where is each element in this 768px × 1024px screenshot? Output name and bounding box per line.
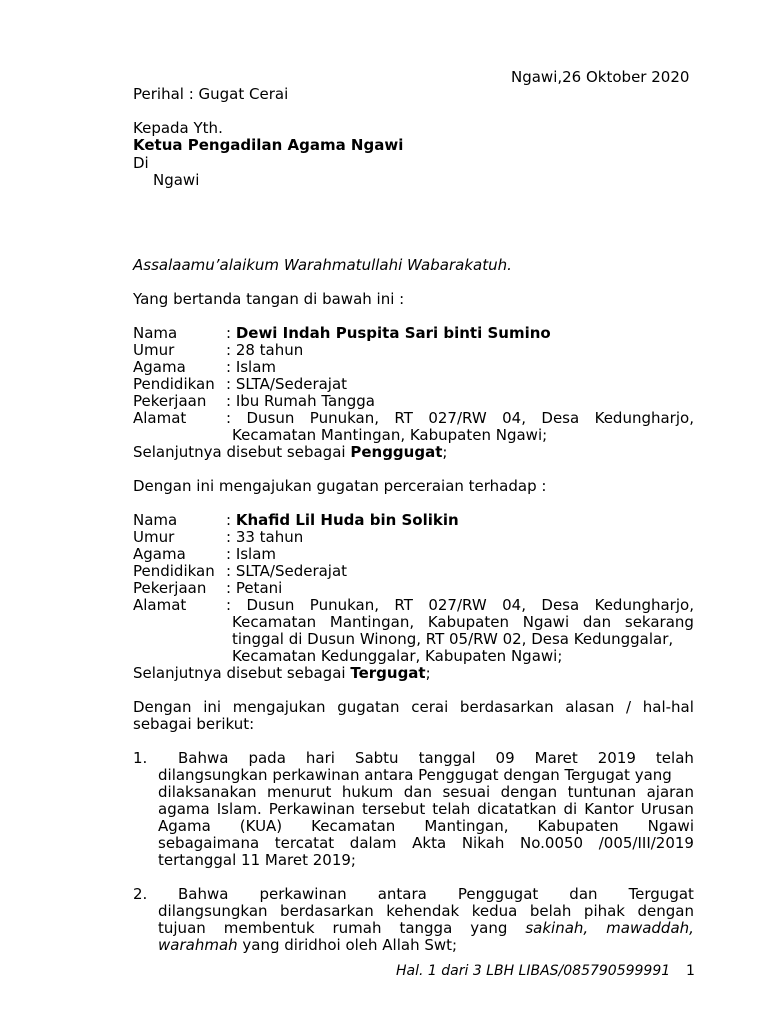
word: Maret (534, 749, 578, 767)
word: Mantingan, (329, 613, 415, 631)
designation-prefix: Selanjutnya disebut sebagai (133, 664, 351, 682)
defendant-label-name: Nama (133, 511, 178, 529)
word: berdasarkan (280, 902, 374, 920)
plaintiff-label-education: Pendidikan (133, 375, 215, 393)
line-rest: yang diridhoi oleh Allah Swt; (237, 936, 458, 954)
word: tercatat (274, 834, 335, 852)
plaintiff-job: : Ibu Rumah Tangga (226, 392, 375, 410)
item-2-line4 (158, 937, 457, 954)
footer-text: Hal. 1 dari 3 LBH LIBAS/085790599991 (396, 963, 671, 979)
word: kehendak (386, 902, 460, 920)
plaintiff-education: : SLTA/Sederajat (226, 375, 348, 393)
word: hal-hal (642, 698, 694, 716)
word: Kedungharjo, (594, 409, 694, 427)
word: ajaran (646, 783, 694, 801)
word: yang (470, 919, 508, 937)
defendant-label-job: Pekerjaan (133, 579, 207, 597)
designation-term: Penggugat (350, 443, 443, 461)
word: sesuai (442, 783, 491, 801)
word: Ngawi (647, 817, 694, 835)
intro-line: Yang bertanda tangan di bawah ini : (133, 290, 405, 308)
item-2-line3 (158, 920, 694, 937)
word: dan (582, 613, 612, 631)
recipient-salutation: Kepada Yth. (133, 119, 223, 137)
word: dalam (349, 834, 397, 852)
word: Nikah (461, 834, 505, 852)
letter-subject: Perihal : Gugat Cerai (133, 85, 289, 103)
word: dilangsungkan (158, 902, 268, 920)
item-2-line2 (158, 903, 694, 920)
word: di (563, 800, 578, 818)
italic-term: warahmah (158, 936, 238, 954)
word: Perkawinan (268, 800, 355, 818)
against-line: Dengan ini mengajukan gugatan perceraian terhadap : (133, 477, 547, 495)
letter-date: Ngawi,26 Oktober 2020 (511, 68, 690, 86)
item-1-line4 (158, 801, 694, 818)
recipient-name: Ketua Pengadilan Agama Ngawi (133, 136, 404, 154)
word: tuntunan (567, 783, 637, 801)
word: telah (655, 749, 694, 767)
word: tersebut (361, 800, 426, 818)
word: mawaddah, (606, 919, 694, 937)
word: dan (403, 783, 432, 801)
word: alasan (565, 698, 615, 716)
greeting: Assalaamu’alaikum Warahmatullahi Wabarakatuh. (133, 256, 512, 274)
designation-prefix: Selanjutnya disebut sebagai (133, 443, 351, 461)
plaintiff-label-address: Alamat (133, 409, 187, 427)
defendant-label-education: Pendidikan (133, 562, 215, 580)
defendant-address-line3: tinggal di Dusun Winong, RT 05/RW 02, Desa Kedunggalar, (232, 630, 674, 648)
word: Kecamatan (311, 817, 396, 835)
word: / (626, 698, 632, 716)
plaintiff-label-religion: Agama (133, 358, 186, 376)
word: Desa (541, 596, 580, 614)
recipient-di: Di (133, 154, 149, 172)
word: ini (203, 698, 222, 716)
defendant-name-value: Khafid Lil Huda bin Solikin (235, 511, 459, 529)
word: dicatatkan (477, 800, 557, 818)
word: telah (432, 800, 471, 818)
defendant-designation (133, 665, 431, 682)
word: membentuk (223, 919, 315, 937)
word: rumah (332, 919, 382, 937)
word: Bahwa (178, 885, 229, 903)
plaintiff-name-value: Dewi Indah Puspita Sari binti Sumino (235, 324, 551, 342)
word: Urusan (640, 800, 694, 818)
word: Kecamatan (232, 613, 317, 631)
designation-suffix: ; (442, 443, 448, 461)
word: Kedungharjo, (594, 596, 694, 614)
word: /005/III/2019 (598, 834, 694, 852)
reasons-intro (133, 699, 694, 716)
word: 09 (495, 749, 515, 767)
word: dan (569, 885, 598, 903)
word: dilaksanakan (158, 783, 257, 801)
word: Punukan, (309, 596, 379, 614)
word: mengajukan (232, 698, 326, 716)
footer-page-number: 1 (686, 963, 695, 979)
defendant-name: : Khafid Lil Huda bin Solikin (226, 511, 459, 529)
plaintiff-religion: : Islam (226, 358, 277, 376)
item-1-line2: dilangsungkan perkawinan antara Penggugat dengan Tergugat yang (158, 766, 672, 784)
plaintiff-label-name: Nama (133, 324, 178, 342)
word: 2019 (597, 749, 636, 767)
item-number: 2. (133, 885, 148, 903)
word: tujuan (158, 919, 206, 937)
word: tangga (399, 919, 453, 937)
defendant-age: : 33 tahun (226, 528, 304, 546)
word: hukum (341, 783, 394, 801)
item-1-line7: tertanggal 11 Maret 2019; (158, 851, 356, 869)
word: Kabupaten (537, 817, 619, 835)
defendant-address-line4: Kecamatan Kedunggalar, Kabupaten Ngawi; (232, 647, 563, 665)
word: Desa (541, 409, 580, 427)
word: Penggugat (457, 885, 539, 903)
word: kedua (471, 902, 518, 920)
word: Agama (158, 817, 211, 835)
word: Dengan (133, 698, 192, 716)
word: gugatan (337, 698, 400, 716)
item-1-line3 (158, 784, 694, 801)
word: berdasarkan (459, 698, 554, 716)
word: pada (248, 749, 286, 767)
word: cerai (411, 698, 449, 716)
word: No.0050 (520, 834, 584, 852)
item-1-line6 (158, 835, 694, 852)
word: Kantor (584, 800, 634, 818)
defendant-job: : Petani (226, 579, 283, 597)
word: Dusun (246, 596, 295, 614)
word: tanggal (418, 749, 476, 767)
word: dengan (637, 902, 694, 920)
defendant-education: : SLTA/Sederajat (226, 562, 348, 580)
word: perkawinan (259, 885, 347, 903)
word: Mantingan, (424, 817, 509, 835)
word: : (226, 596, 232, 614)
defendant-address-line2 (232, 614, 694, 631)
word: Dusun (246, 409, 295, 427)
reasons-intro-line2: sebagai berikut: (133, 715, 255, 733)
word: Bahwa (178, 749, 229, 767)
word: menurut (267, 783, 332, 801)
word: 04, (502, 409, 526, 427)
defendant-label-age: Umur (133, 528, 175, 546)
plaintiff-label-age: Umur (133, 341, 175, 359)
designation-suffix: ; (425, 664, 431, 682)
designation-term: Tergugat (350, 664, 426, 682)
defendant-address (226, 597, 694, 614)
word: RT (394, 409, 413, 427)
item-1-line1 (178, 750, 694, 767)
word: RT (394, 596, 413, 614)
word: Islam. (216, 800, 262, 818)
word: sakinah, (525, 919, 589, 937)
word: (KUA) (239, 817, 283, 835)
defendant-label-religion: Agama (133, 545, 186, 563)
word: antara (377, 885, 427, 903)
plaintiff-name: : Dewi Indah Puspita Sari binti Sumino (226, 324, 551, 342)
plaintiff-address (226, 410, 694, 427)
word: Kabupaten (427, 613, 509, 631)
word: pihak (583, 902, 625, 920)
plaintiff-label-job: Pekerjaan (133, 392, 207, 410)
word: Akta (412, 834, 447, 852)
word: Ngawi (522, 613, 570, 631)
item-2-line1 (178, 886, 694, 903)
plaintiff-designation (133, 444, 447, 461)
word: 04, (502, 596, 526, 614)
word: 027/RW (428, 596, 487, 614)
defendant-religion: : Islam (226, 545, 277, 563)
word: 027/RW (428, 409, 487, 427)
word: agama (158, 800, 210, 818)
word: dengan (500, 783, 558, 801)
item-1-line5 (158, 818, 694, 835)
plaintiff-address-line2: Kecamatan Mantingan, Kabupaten Ngawi; (232, 426, 548, 444)
word: Punukan, (309, 409, 379, 427)
recipient-place: Ngawi (153, 171, 200, 189)
word: : (226, 409, 232, 427)
word: Sabtu (354, 749, 399, 767)
word: hari (305, 749, 335, 767)
item-number: 1. (133, 749, 148, 767)
word: sekarang (624, 613, 694, 631)
word: belah (529, 902, 572, 920)
word: Tergugat (628, 885, 694, 903)
plaintiff-age: : 28 tahun (226, 341, 304, 359)
defendant-label-address: Alamat (133, 596, 187, 614)
word: sebagaimana (158, 834, 260, 852)
